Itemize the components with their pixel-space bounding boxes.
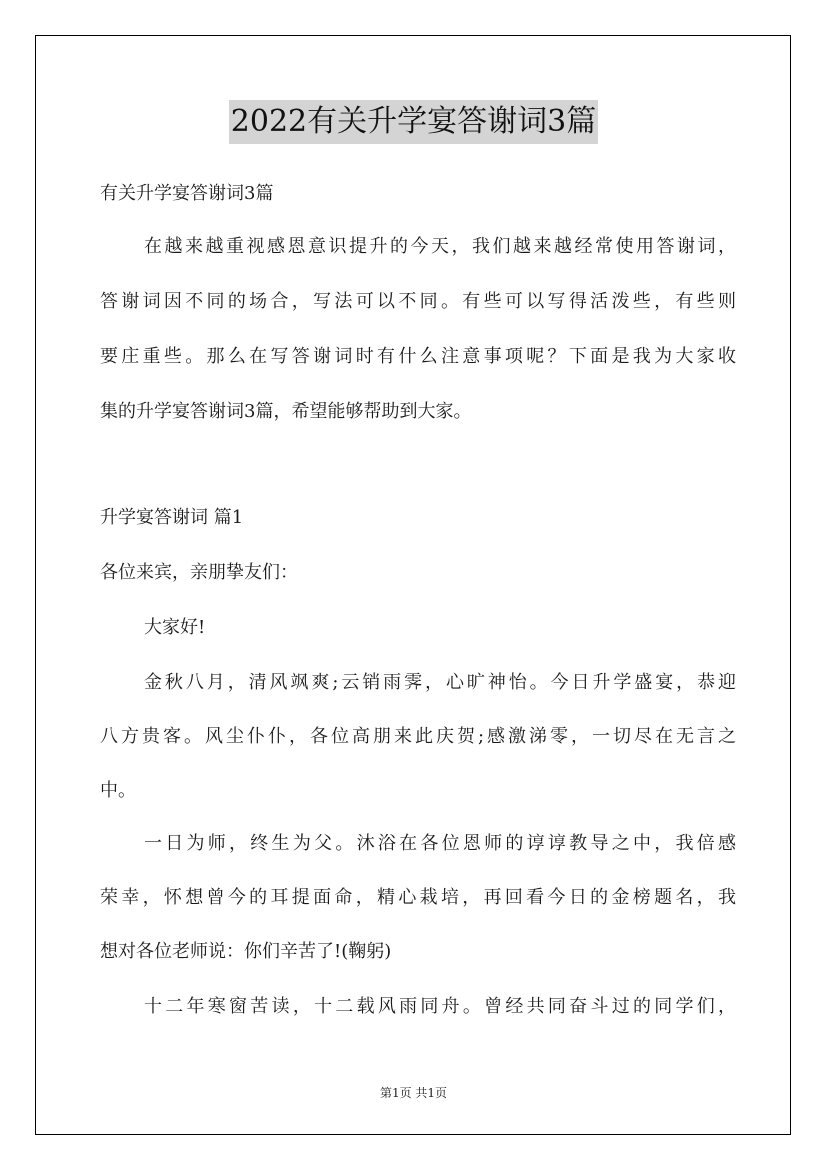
paragraph1-line-3: 中。 <box>100 780 136 801</box>
section-heading: 升学宴答谢词 篇1 <box>100 507 244 528</box>
paragraph3-line-1: 十二年寒窗苦读，十二载风雨同舟。曾经共同奋斗过的同学们， <box>144 996 736 1017</box>
document-subtitle: 有关升学宴答谢词3篇 <box>100 183 274 204</box>
greeting: 大家好! <box>144 617 206 638</box>
intro-line-2: 答谢词因不同的场合，写法可以不同。有些可以写得活泼些，有些则 <box>100 291 736 312</box>
paragraph2-line-2: 荣幸，怀想曾今的耳提面命，精心栽培，再回看今日的金榜题名，我 <box>100 887 736 908</box>
document-title <box>0 100 827 144</box>
salutation: 各位来宾，亲朋挚友们： <box>100 562 298 583</box>
intro-line-4: 集的升学宴答谢词3篇，希望能够帮助到大家。 <box>100 401 472 422</box>
paragraph2-line-3: 想对各位老师说：你们辛苦了!(鞠躬) <box>100 941 392 962</box>
document-title-text: 2022有关升学宴答谢词3篇 <box>229 100 598 144</box>
paragraph1-line-2: 八方贵客。风尘仆仆，各位高朋来此庆贺;感激涕零，一切尽在无言之 <box>100 726 736 747</box>
intro-line-1: 在越来越重视感恩意识提升的今天，我们越来越经常使用答谢词， <box>144 236 736 257</box>
paragraph1-line-1: 金秋八月，清风飒爽;云销雨霁，心旷神怡。今日升学盛宴，恭迎 <box>144 672 736 693</box>
paragraph2-line-1: 一日为师，终生为父。沐浴在各位恩师的谆谆教导之中，我倍感 <box>144 833 736 854</box>
page-footer: 第1页 共1页 <box>379 1086 448 1100</box>
intro-line-3: 要庄重些。那么在写答谢词时有什么注意事项呢？下面是我为大家收 <box>100 346 736 367</box>
